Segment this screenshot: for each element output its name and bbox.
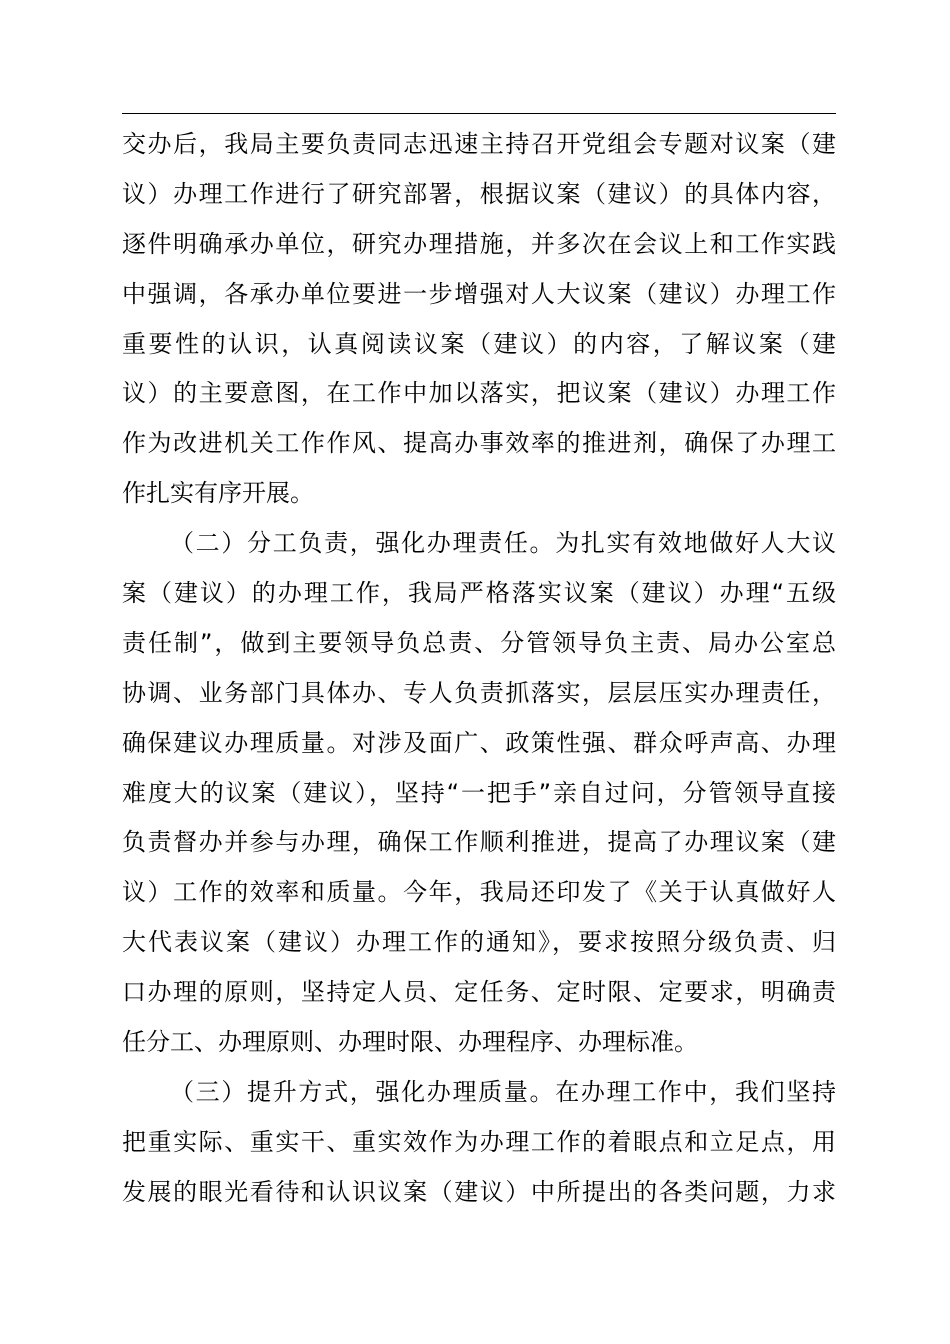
text-line: 任分工、办理原则、办理时限、办理程序、办理标准。 [122,1028,698,1057]
text-line: 责任制”，做到主要领导负总责、分管领导负主责、局办公室总 [122,628,836,657]
text-line: 难度大的议案（建议），坚持“一把手”亲自过问，分管领导直接 [122,778,836,807]
text-line: 逐件明确承办单位，研究办理措施，并多次在会议上和工作实践 [122,229,836,258]
text-line: 重要性的认识，认真阅读议案（建议）的内容，了解议案（建 [122,329,836,358]
header-rule [122,113,836,114]
text-line: 议）办理工作进行了研究部署，根据议案（建议）的具体内容， [122,179,836,208]
text-line: 大代表议案（建议）办理工作的通知》，要求按照分级负责、归 [122,928,836,957]
text-line: 负责督办并参与办理，确保工作顺利推进，提高了办理议案（建 [122,828,836,857]
text-line: 作扎实有序开展。 [122,479,314,508]
body-text [122,120,836,1218]
text-line: 把重实际、重实干、重实效作为办理工作的着眼点和立足点，用 [122,1127,836,1156]
text-line: 议）工作的效率和质量。今年，我局还印发了《关于认真做好人 [122,878,836,907]
text-line: 中强调，各承办单位要进一步增强对人大议案（建议）办理工作 [122,279,836,308]
text-line: 口办理的原则，坚持定人员、定任务、定时限、定要求，明确责 [122,978,836,1007]
text-line: 确保建议办理质量。对涉及面广、政策性强、群众呼声高、办理 [122,728,836,757]
paragraph-heading-line: （二）分工负责，强化办理责任。为扎实有效地做好人大议 [170,529,836,558]
text-line: 协调、业务部门具体办、专人负责抓落实，层层压实办理责任， [122,678,836,707]
text-line: 作为改进机关工作作风、提高办事效率的推进剂，确保了办理工 [122,429,836,458]
paragraph-heading-line: （三）提升方式，强化办理质量。在办理工作中，我们坚持 [170,1077,836,1106]
text-line: 发展的眼光看待和认识议案（建议）中所提出的各类问题，力求 [122,1177,836,1206]
text-line: 交办后，我局主要负责同志迅速主持召开党组会专题对议案（建 [122,130,836,158]
text-line: 案（建议）的办理工作，我局严格落实议案（建议）办理“五级 [122,579,836,608]
text-line: 议）的主要意图，在工作中加以落实，把议案（建议）办理工作 [122,379,836,408]
